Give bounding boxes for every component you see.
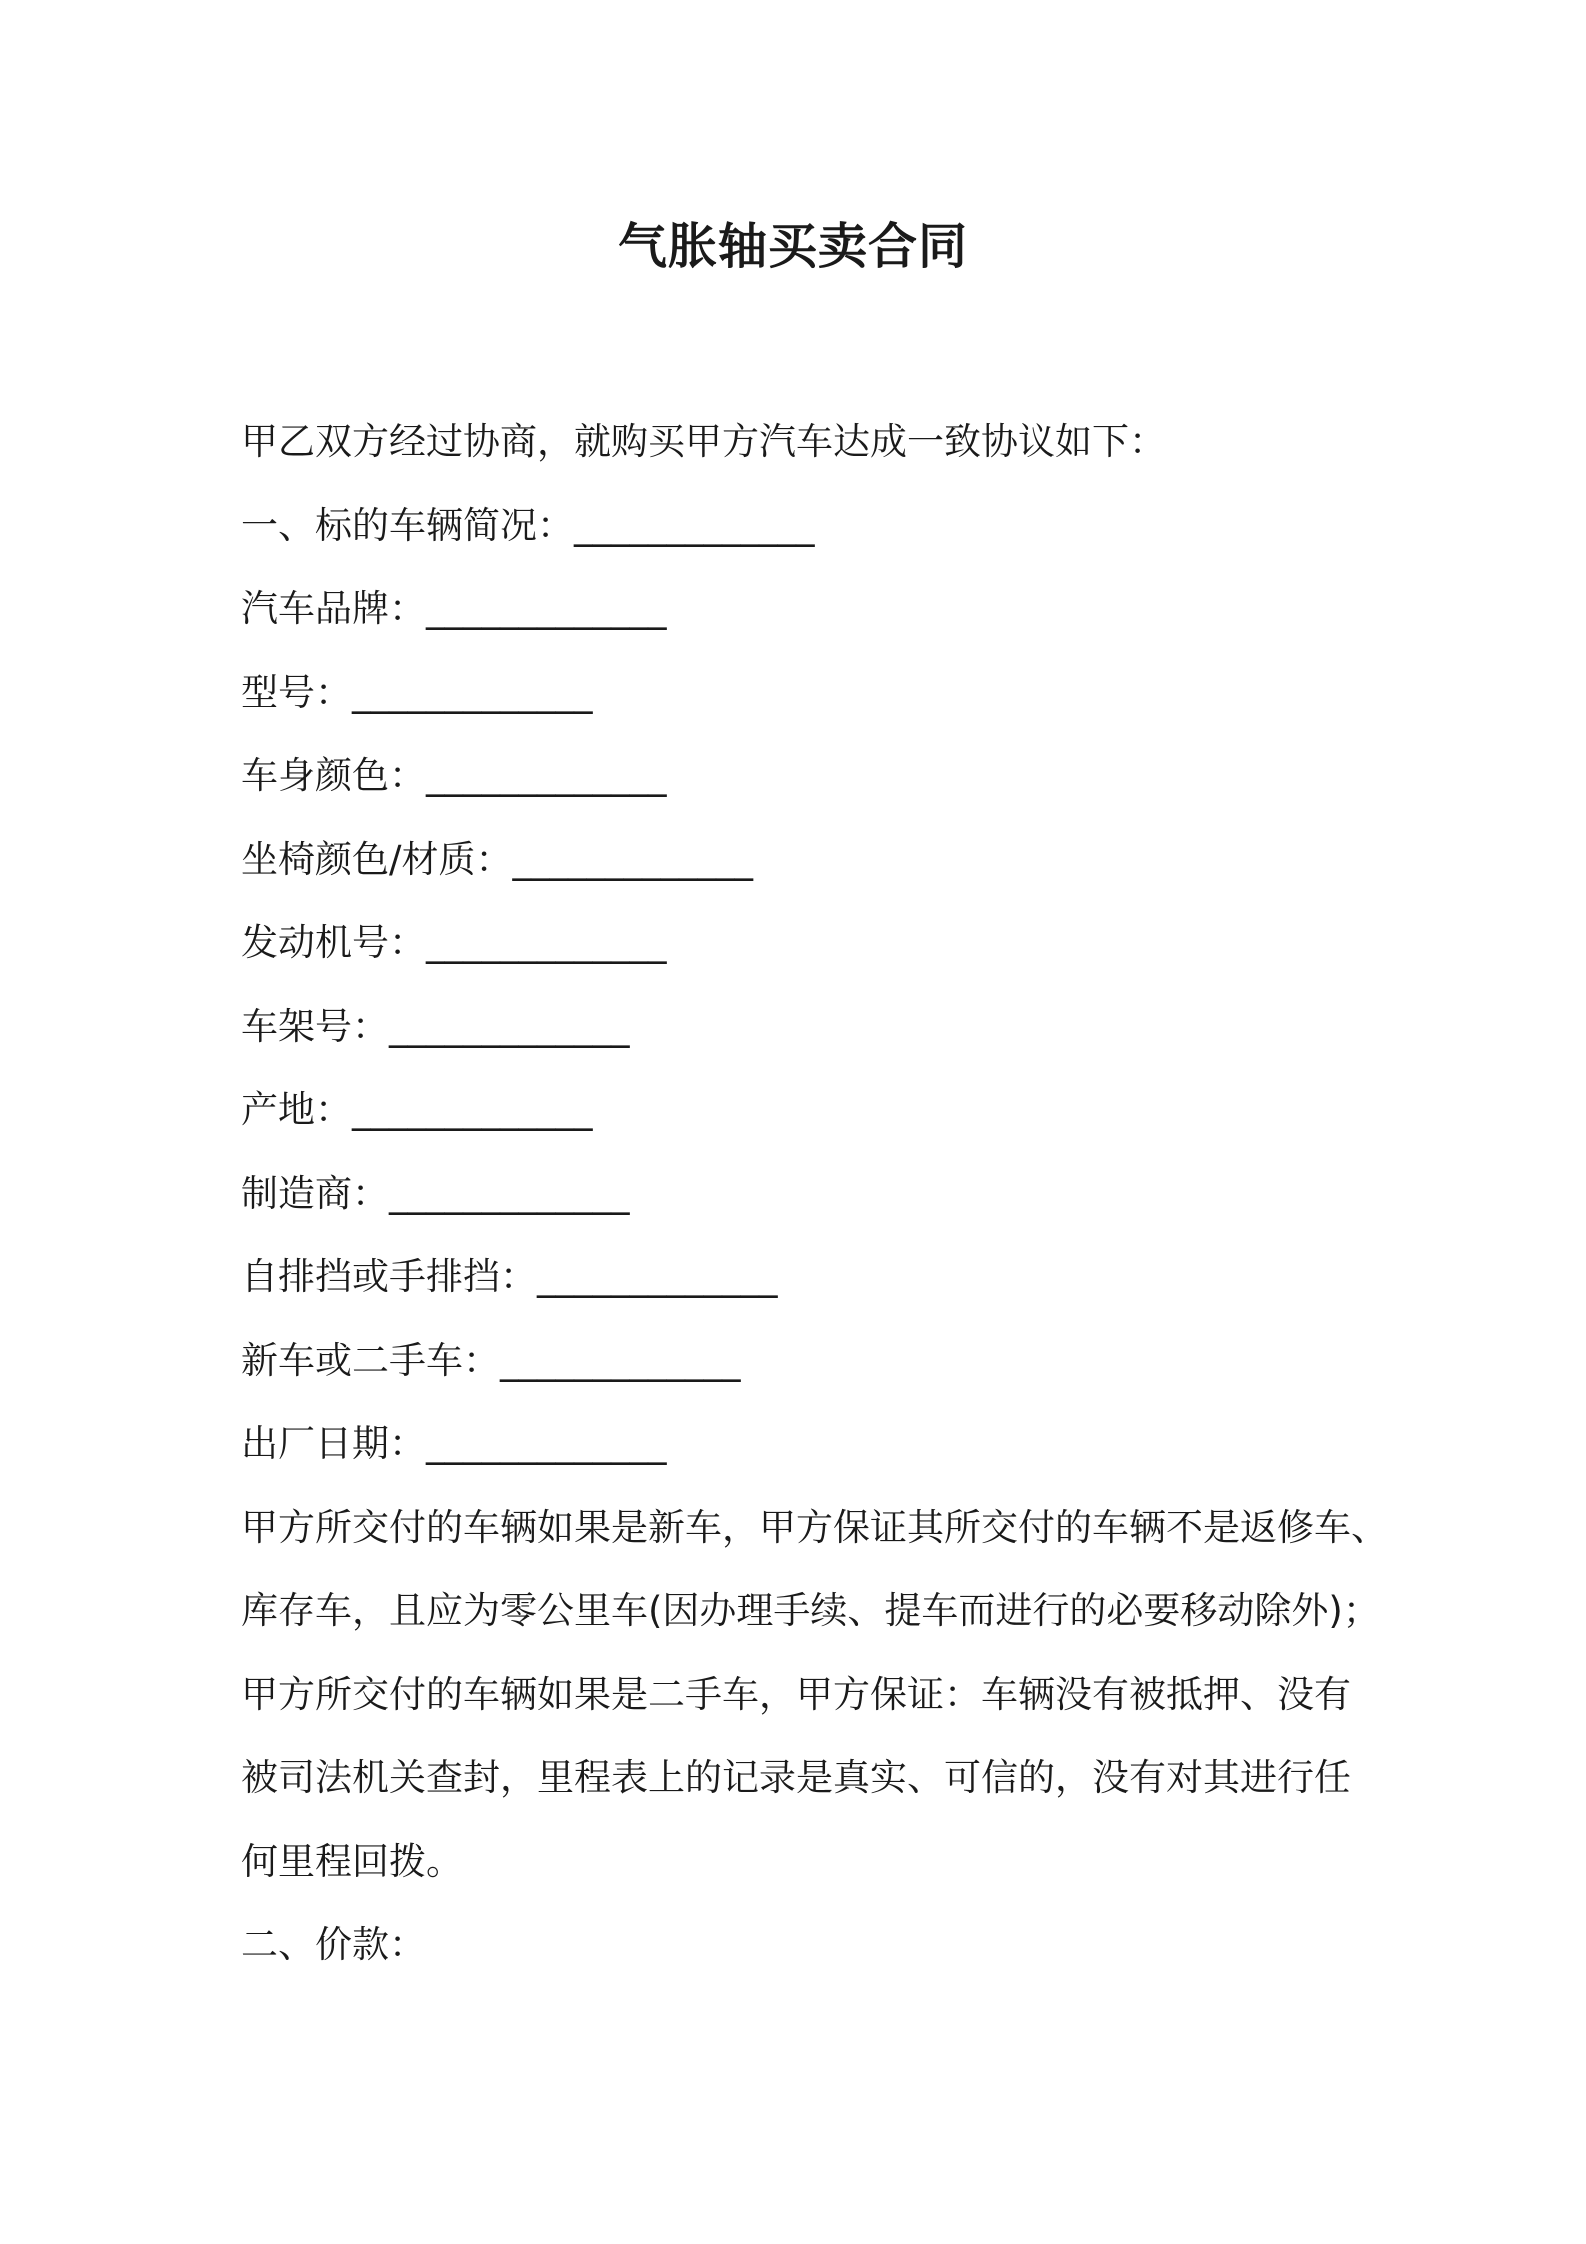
field-frame-number: 车架号：_____________ (241, 1004, 630, 1048)
field-transmission: 自排挡或手排挡：_____________ (241, 1255, 778, 1298)
field-model: 型号：_____________ (241, 670, 593, 714)
field-engine-number: 发动机号：_____________ (241, 921, 667, 964)
field-manufacturer: 制造商：_____________ (241, 1171, 630, 1215)
new-car-paragraph-line-2: 库存车，且应为零公里车(因办理手续、提车而进行的必要移动除外)； (241, 1589, 1380, 1632)
used-car-paragraph-line-2: 被司法机关查封，里程表上的记录是真实、可信的，没有对其进行任 (241, 1756, 1351, 1799)
new-car-paragraph-line-1: 甲方所交付的车辆如果是新车，甲方保证其所交付的车辆不是返修车、 (241, 1505, 1388, 1549)
field-seat-color-material: 坐椅颜色/材质：_____________ (241, 837, 753, 881)
used-car-paragraph-line-3: 何里程回拨。 (241, 1839, 463, 1883)
document-title: 气胀轴买卖合同 (617, 218, 968, 275)
field-production-date: 出厂日期：_____________ (241, 1422, 667, 1465)
intro-paragraph: 甲乙双方经过协商，就购买甲方汽车达成一致协议如下： (241, 420, 1166, 463)
document-body (241, 400, 1391, 1987)
section-heading-price: 二、价款： (241, 1923, 426, 1966)
field-body-color: 车身颜色：_____________ (241, 754, 667, 797)
field-brand: 汽车品牌：_____________ (241, 587, 667, 630)
field-origin: 产地：_____________ (241, 1088, 593, 1131)
section-heading-vehicle: 一、标的车辆简况：_____________ (241, 503, 815, 547)
used-car-paragraph-line-1: 甲方所交付的车辆如果是二手车，甲方保证：车辆没有被抵押、没有 (241, 1672, 1351, 1716)
field-new-or-used: 新车或二手车：_____________ (241, 1338, 741, 1382)
